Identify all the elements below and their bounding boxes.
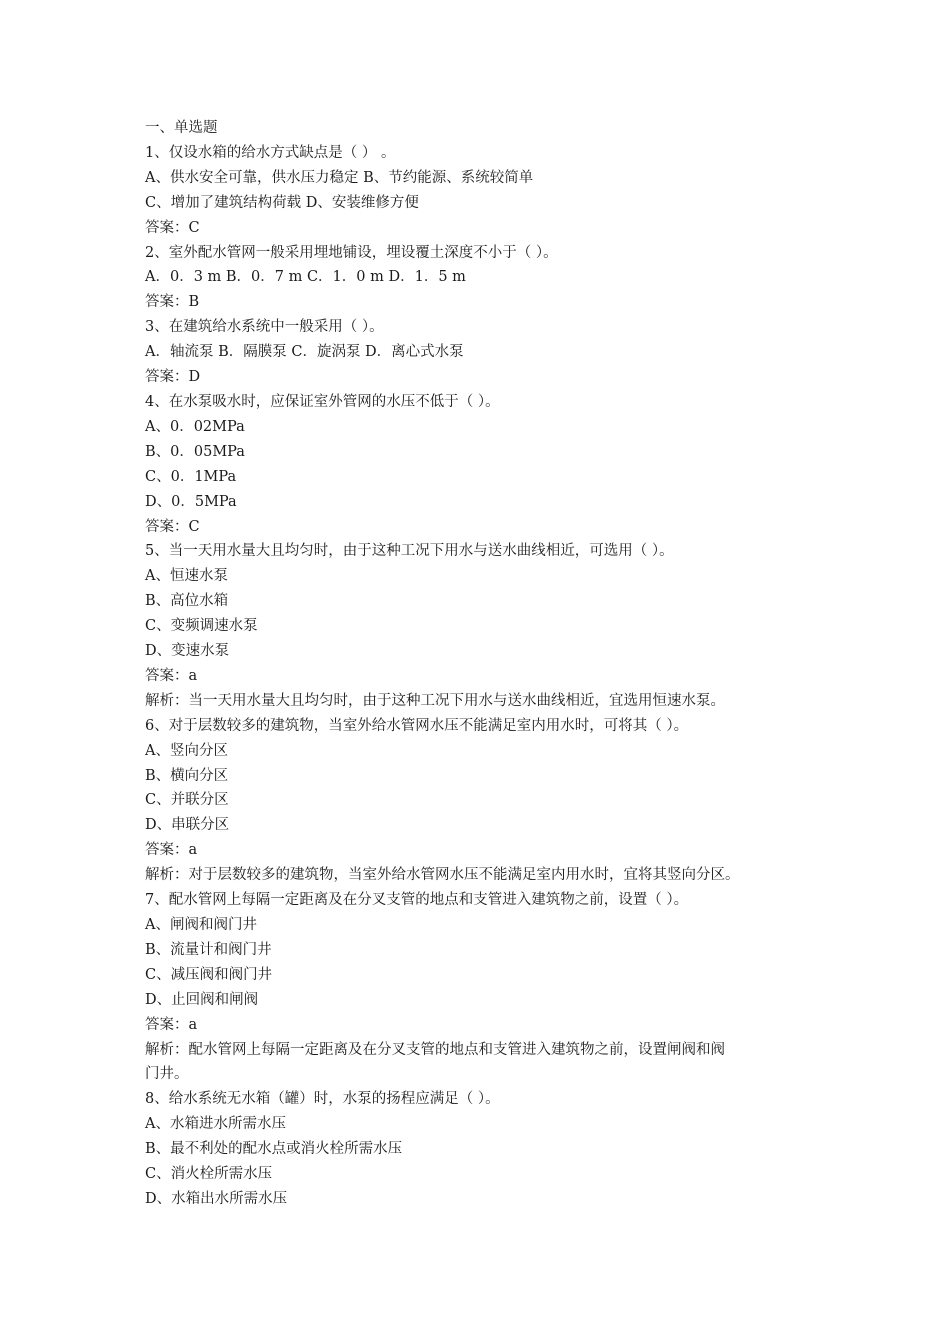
question-8-option-c: C、消火栓所需水压: [145, 1166, 273, 1183]
question-6-explanation: 解析：对于层数较多的建筑物，当室外给水管网水压不能满足室内用水时，宜将其竖向分区。: [145, 867, 740, 884]
question-1-answer: 答案：C: [145, 219, 200, 236]
question-8-option-d: D、水箱出水所需水压: [145, 1190, 288, 1207]
question-4-option-b: B、0．05MPa: [145, 443, 245, 460]
question-8-option-a: A、水箱进水所需水压: [145, 1116, 286, 1133]
document-body: [145, 116, 813, 1212]
question-8-stem: 8、给水系统无水箱（罐）时，水泵的扬程应满足（ ）。: [145, 1091, 500, 1108]
question-5-option-c: C、变频调速水泵: [145, 618, 258, 635]
question-6-option-b: B、横向分区: [145, 767, 229, 784]
question-7-explanation-continued: 门井。: [145, 1066, 189, 1083]
question-7-option-a: A、闸阀和阀门井: [145, 917, 257, 933]
question-6-option-c: C、并联分区: [145, 792, 229, 809]
question-5-stem: 5、当一天用水量大且均匀时，由于这种工况下用水与送水曲线相近，可选用（ ）。: [145, 543, 674, 560]
question-5-option-a: A、恒速水泵: [145, 568, 228, 585]
question-6-stem: 6、对于层数较多的建筑物，当室外给水管网水压不能满足室内用水时，可将其（ ）。: [145, 717, 689, 734]
question-4-option-a: A、0．02MPa: [145, 418, 245, 435]
question-7-answer: 答案：a: [145, 1016, 198, 1033]
question-7-option-d: D、止回阀和闸阀: [145, 991, 259, 1008]
question-2-options: A．0．3 m B．0．7 m C．1．0 m D．1．5 m: [145, 269, 466, 286]
question-8-option-b: B、最不利处的配水点或消火栓所需水压: [145, 1141, 403, 1158]
question-4-option-d: D、0．5MPa: [145, 493, 237, 510]
question-6-answer: 答案：a: [145, 842, 198, 859]
question-7-option-b: B、流量计和阀门井: [145, 941, 272, 958]
question-6-option-a: A、竖向分区: [145, 742, 228, 759]
question-6-option-d: D、串联分区: [145, 817, 230, 834]
question-5-answer: 答案：a: [145, 667, 198, 684]
question-2-answer: 答案：B: [145, 294, 200, 311]
question-7-explanation: 解析：配水管网上每隔一定距离及在分叉支管的地点和支管进入建筑物之前，设置闸阀和阀: [145, 1041, 725, 1058]
question-1-options-ab: A、供水安全可靠，供水压力稳定 B、节约能源、系统较简单: [145, 169, 534, 186]
question-3-stem: 3、在建筑给水系统中一般采用（ ）。: [145, 319, 384, 336]
question-1-options-cd: C、增加了建筑结构荷载 D、安装维修方便: [145, 194, 419, 211]
question-4-option-c: C、0．1MPa: [145, 468, 237, 485]
question-3-options: A．轴流泵 B．隔膜泵 C．旋涡泵 D．离心式水泵: [145, 344, 464, 361]
question-5-explanation: 解析：当一天用水量大且均匀时，由于这种工况下用水与送水曲线相近，宜选用恒速水泵。: [145, 692, 725, 709]
section-heading: 一、单选题: [145, 120, 218, 136]
question-5-option-d: D、变速水泵: [145, 643, 230, 660]
question-2-stem: 2、室外配水管网一般采用埋地铺设，埋设覆土深度不小于（ ）。: [145, 244, 558, 261]
question-7-option-c: C、减压阀和阀门井: [145, 966, 273, 983]
question-4-answer: 答案：C: [145, 518, 200, 535]
question-3-answer: 答案：D: [145, 369, 201, 386]
question-4-stem: 4、在水泵吸水时，应保证室外管网的水压不低于（ ）。: [145, 393, 500, 410]
question-1-stem: 1、仅设水箱的给水方式缺点是（ ） 。: [145, 144, 396, 161]
question-7-stem: 7、配水管网上每隔一定距离及在分叉支管的地点和支管进入建筑物之前，设置（ ）。: [145, 892, 689, 909]
question-5-option-b: B、高位水箱: [145, 593, 229, 610]
